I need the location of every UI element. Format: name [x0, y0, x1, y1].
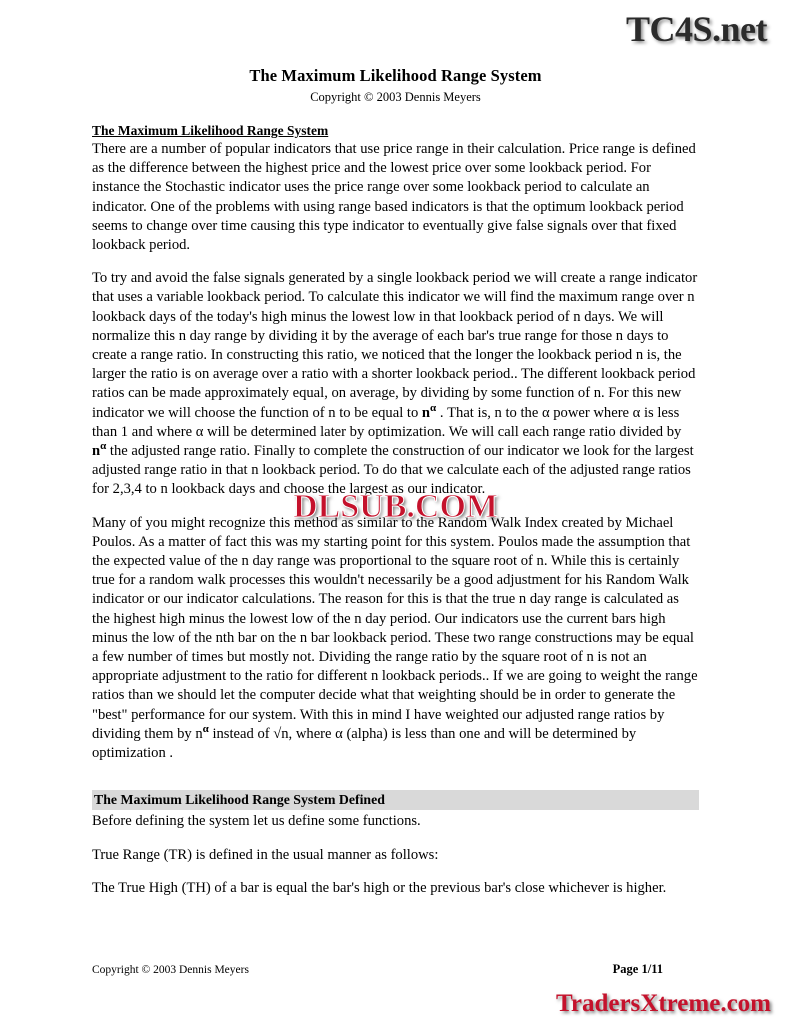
watermark-tradersxtreme: TradersXtreme.com: [556, 990, 771, 1017]
paragraph-2-part-b: . That is, n to the α power where α is less than 1 and where α will be determined later by optimization. We will call each range ratio divided by: [92, 404, 682, 440]
paragraph-4: Before defining the system let us define some functions.: [92, 813, 421, 830]
page-title: The Maximum Likelihood Range System: [249, 66, 542, 85]
paragraph-5: True Range (TR) is defined in the usual manner as follows:: [92, 846, 439, 863]
symbol-alpha-3: α: [202, 723, 209, 736]
symbol-alpha-2: α: [100, 440, 107, 453]
page-footer: [92, 962, 699, 977]
symbol-n-2: n: [92, 443, 101, 460]
watermark-dlsub: DLSUB.COM: [293, 488, 498, 525]
paragraph-3-part-b: instead of √n, where α (alpha) is less than one and will be determined by optimization .: [92, 725, 637, 762]
title-copyright: Copyright © 2003 Dennis Meyers: [310, 90, 481, 104]
paragraph-2-part-c: the adjusted range ratio. Finally to complete the construction of our indicator we look for the largest adjusted range ratio in that n lookback period. To do that we calculate each of the adjusted range ratios for 2,3,4 to n lookback days and choose the largest as our indicator.: [92, 443, 694, 498]
section-heading-2: The Maximum Likelihood Range System Defined: [92, 790, 699, 810]
footer-page-number: Page 1/11: [612, 962, 663, 976]
paragraph-2-part-a: To try and avoid the false signals generated by a single lookback period we will create a range indicator that uses a variable lookback period. To calculate this indicator we will find the maximum range over n lookback days of the today's high minus the lowest low in that lookback period of n days. We will normalize this n day range by dividing it by the average of each bar's true range for those n days to create a range ratio. In constructing this ratio, we noticed that the longer the lookback period n is, the larger the ratio is on average over a ratio with a shorter lookback period.. The different lookback period ratios can be made approximately equal, on average, by dividing by some function of n. For this new indicator we will choose the function of n to be equal to: [92, 270, 698, 421]
footer-copyright: Copyright © 2003 Dennis Meyers: [92, 964, 249, 976]
paragraph-1: There are a number of popular indicators that use price range in their calculation. Price range is defined as the difference between the highest price and the lowest price over some lookback period. For instance the Stochastic indicator uses the price range over some lookback period to calculate an indicator. One of the problems with using range based indicators is that the optimum lookback period seems to change over time causing this type indicator to eventually give false signals over that fixed lookback period.: [92, 141, 696, 254]
spacer: [92, 777, 699, 790]
paragraph-2: [92, 269, 699, 499]
symbol-alpha-1: α: [430, 401, 437, 414]
paragraph-3: [92, 514, 699, 764]
paragraph-6: The True High (TH) of a bar is equal the bar's high or the previous bar's close whichever is higher.: [92, 879, 667, 896]
watermark-tc4s: TC4S.net: [625, 9, 767, 49]
symbol-n-1: n: [421, 404, 431, 421]
section-heading-1: The Maximum Likelihood Range System: [92, 123, 329, 138]
paragraph-3-part-a: Many of you might recognize this method as similar to the Random Walk Index created by Michael Poulos. As a matter of fact this was my starting point for this system. Poulos made the assumption that the expected value of the n day range was proportional to the square root of n. While this is certainly true for a random walk processes this wouldn't necessarily be a good adjustment for his Random Walk indicator or our indicator calculations. The reason for this is that the true n day range is calculated as the highest high minus the lowest low of the n day period. Our indicators use the current bars high minus the low of the nth bar on the n bar lookback period. These two range constructions may be equal a few number of times but mostly not. Dividing the range ratio by the square root of n is not an appropriate adjustment to the ratio for different n lookback periods.. If we are going to weight the range ratios than we should let the computer decide what that weighting should be in order to generate the "best" performance for our system. With this in mind I have weighted our adjusted range ratios by dividing them by: [92, 514, 698, 742]
symbol-n-3: n: [195, 725, 203, 742]
